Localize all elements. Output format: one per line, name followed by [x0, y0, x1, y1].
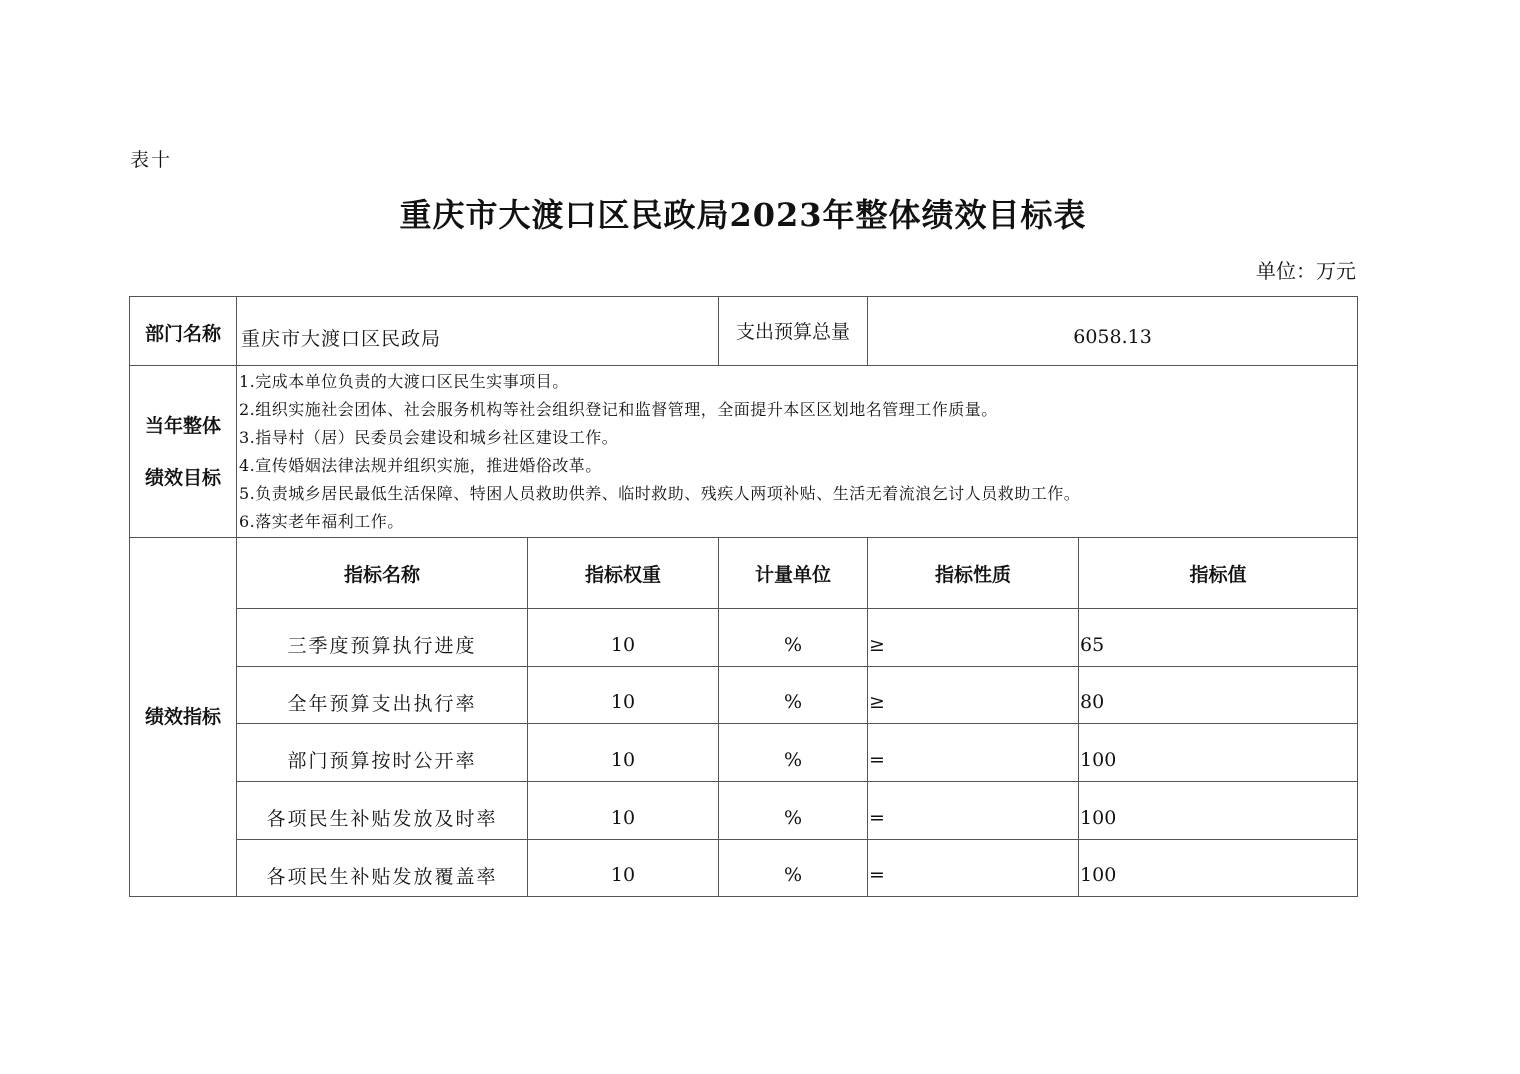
indicator-value-cell: 65	[1079, 609, 1358, 667]
indicators-label: 绩效指标	[130, 538, 237, 897]
indicator-weight-cell: 10	[528, 667, 719, 724]
table-row	[130, 609, 1358, 667]
indicator-value-cell: 100	[1079, 782, 1358, 840]
indicator-header-row	[130, 538, 1358, 609]
goal-item: 1.完成本单位负责的大渡口区民生实事项目。	[239, 371, 569, 391]
indicator-nature-cell: ≥	[868, 667, 1079, 724]
indicator-unit-cell: %	[719, 724, 868, 782]
table-row	[130, 840, 1358, 897]
department-name-label: 部门名称	[130, 297, 237, 366]
table-row	[130, 724, 1358, 782]
annual-goals-label	[130, 366, 237, 538]
indicator-name-cell: 各项民生补贴发放及时率	[237, 782, 528, 840]
column-header-value: 指标值	[1079, 538, 1358, 609]
indicator-nature-cell: =	[868, 724, 1079, 782]
indicator-name-cell: 各项民生补贴发放覆盖率	[237, 840, 528, 897]
performance-target-table	[129, 296, 1358, 897]
department-name-value: 重庆市大渡口区民政局	[237, 297, 719, 366]
goal-item: 5.负责城乡居民最低生活保障、特困人员救助供养、临时救助、残疾人两项补贴、生活无着流浪乞讨人员救助工作。	[239, 483, 1081, 503]
indicator-weight-cell: 10	[528, 840, 719, 897]
indicator-nature-cell: =	[868, 782, 1079, 840]
column-header-weight: 指标权重	[528, 538, 719, 609]
indicator-weight-cell: 10	[528, 609, 719, 667]
column-header-unit: 计量单位	[719, 538, 868, 609]
column-header-indicator-name: 指标名称	[237, 538, 528, 609]
annual-goals-label-line1: 当年整体	[144, 414, 221, 437]
goal-item: 3.指导村（居）民委员会建设和城乡社区建设工作。	[239, 427, 619, 447]
indicator-nature-cell: ≥	[868, 609, 1079, 667]
indicator-value-cell: 100	[1079, 724, 1358, 782]
goals-row	[130, 366, 1358, 538]
table-number: 表十	[130, 149, 173, 171]
indicator-name-cell: 全年预算支出执行率	[237, 667, 528, 724]
indicator-unit-cell: %	[719, 782, 868, 840]
indicator-weight-cell: 10	[528, 782, 719, 840]
indicator-name-cell: 三季度预算执行进度	[237, 609, 528, 667]
indicator-nature-cell: =	[868, 840, 1079, 897]
annual-goals-list	[237, 366, 1358, 538]
column-header-nature: 指标性质	[868, 538, 1079, 609]
indicator-value-cell: 100	[1079, 840, 1358, 897]
goal-item: 4.宣传婚姻法律法规并组织实施，推进婚俗改革。	[239, 455, 602, 475]
indicator-weight-cell: 10	[528, 724, 719, 782]
goal-item: 6.落实老年福利工作。	[239, 511, 404, 531]
budget-total-value: 6058.13	[868, 297, 1358, 366]
goal-item: 2.组织实施社会团体、社会服务机构等社会组织登记和监督管理，全面提升本区区划地名管理工作质量。	[239, 399, 998, 419]
unit-note: 单位：万元	[1256, 259, 1356, 283]
indicator-unit-cell: %	[719, 609, 868, 667]
table-row	[130, 667, 1358, 724]
table-row	[130, 782, 1358, 840]
indicator-name-cell: 部门预算按时公开率	[237, 724, 528, 782]
annual-goals-label-line2: 绩效目标	[144, 466, 221, 489]
document-title: 重庆市大渡口区民政局2023年整体绩效目标表	[399, 196, 1087, 234]
indicator-unit-cell: %	[719, 840, 868, 897]
department-row	[130, 297, 1358, 366]
indicator-value-cell: 80	[1079, 667, 1358, 724]
budget-total-label: 支出预算总量	[719, 297, 868, 366]
indicator-unit-cell: %	[719, 667, 868, 724]
